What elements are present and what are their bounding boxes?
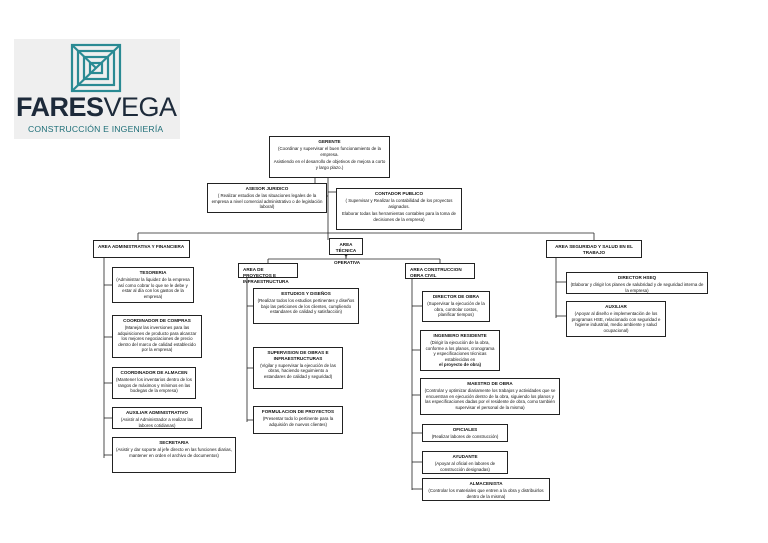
area-seguridad-box: AREA SEGURIDAD Y SALUD EN EL TRABAJO <box>546 240 642 258</box>
ingeniero-residente-desc: (Dirigir la ejecución de la obra, conforme a los planos, cronograma y especificaciones técnicas establecidas en <box>425 339 495 362</box>
coordinador-almacen-desc: (Mantener los inventarios dentro de los rangos de máximos y mínimos en las bodegas de la empresa) <box>116 376 192 394</box>
ingeniero-residente-box <box>420 330 500 371</box>
tesoreria-box <box>112 267 194 303</box>
contador-publico-desc-2: Elaborar todas las herramientas contables para la toma de decisiones de la empresa) <box>342 211 456 222</box>
asesor-juridico-title: ASESOR JURIDICO <box>245 186 289 191</box>
auxiliar-hse-desc: (Apoyar al diseño e implementación de los programas HSE, relacionado con seguridad e higiene industrial, medio ambiente y salud ocupacional) <box>571 310 661 333</box>
area-administrativa-box: AREA ADMINISTRATIVA Y FINANCIERA <box>93 240 190 258</box>
asesor-juridico-desc: ( Realizar estudios de las situaciones legales de la empresa a nivel comercial administrativo o de legislación laboral) <box>211 192 323 210</box>
brand-tagline: CONSTRUCCIÓN E INGENIERÍA <box>28 124 164 134</box>
maestro-obra-title: MAESTRO DE OBRA <box>467 381 513 386</box>
director-hseq-title: DIRECTOR HSEQ <box>617 275 657 280</box>
secretaria-desc: (Asistir y dar soporte al jefe directo en las funciones diarias, mantener en orden el archivo de documentos) <box>116 446 232 458</box>
coordinador-compras-box <box>112 315 202 358</box>
formulacion-proyectos-box <box>253 406 343 434</box>
secretaria-title: SECRETARIA <box>159 440 189 445</box>
estudios-disenos-desc: (Realizar todos los estudios pertinentes y diseños bajo las peticiones de los clientes, cumpliendo estandares de calidad y satisfacción) <box>257 297 355 315</box>
formulacion-proyectos-desc: (Presentar todo lo pertinente para la adquisión de nuevos clientes) <box>262 415 334 427</box>
contador-publico-box <box>336 188 462 230</box>
director-hseq-box <box>566 272 708 294</box>
ingeniero-residente-title: INGENIERO RESIDENTE <box>433 333 487 338</box>
gerente-desc: (Coordinar y supervisar el buen funcionamiento de la empresa. <box>278 145 381 157</box>
supervision-obras-desc: (Vigilar y supervisar la ejecución de las obras, haciendo seguimiento a estandares de calidad y seguridad) <box>260 362 336 379</box>
estudios-disenos-title: ESTUDIOS Y DISEÑOS <box>281 291 331 296</box>
gerente-title: GERENTE <box>318 139 341 144</box>
auxiliar-hse-box <box>566 301 666 337</box>
ayudante-box <box>422 451 508 474</box>
supervision-obras-title: SUPERVISION DE OBRAS E INFRAESTRUCTURAS <box>267 350 329 361</box>
oficiales-title: OFICIALES <box>452 427 478 432</box>
formulacion-proyectos-title: FORMULACION DE PROYECTOS <box>261 409 335 414</box>
auxiliar-administrativo-box <box>112 407 202 429</box>
secretaria-box <box>112 437 236 473</box>
coordinador-compras-title: COORDINADOR DE COMPRAS <box>123 318 191 323</box>
oficiales-box <box>422 424 508 442</box>
almacenista-box <box>422 478 550 501</box>
brand-name-part2: VEGA <box>103 92 177 122</box>
oficiales-desc: (Realizar labores de construcción) <box>431 433 499 439</box>
supervision-obras-box <box>253 347 343 389</box>
almacenista-desc: (Controlar los materiales que entren a la obra y distribuirlos dentro de la misma) <box>428 487 544 499</box>
maestro-obra-desc: (Controlar y optimizar diariamente los trabajos y actividades que se encuentran en ejecución dentro de la obra, siguiendo los planos y las especificaciones dadas por el residente de obra, como también supervisar el personal de la misma) <box>424 387 556 410</box>
estudios-disenos-box <box>253 288 359 324</box>
almacenista-title: ALMACENISTA <box>469 481 503 486</box>
area-construccion-box: AREA CONSTRUCCION OBRA CIVIL <box>405 263 475 279</box>
auxiliar-administrativo-title: AUXILIAR ADMINISTRATIVO <box>125 410 188 415</box>
tesoreria-title: TESORERIA <box>139 270 167 275</box>
director-obra-box <box>422 291 490 322</box>
contador-publico-title: CONTADOR PUBLICO <box>374 191 424 196</box>
coordinador-compras-desc: (Manejar las inversiones para las adquisiciones de producto para alcanzar los mejores negociaciones de precio dentro del marco de calidad establecido por la empresa) <box>117 324 197 353</box>
ingeniero-residente-desc-bold: el proyecto de obra) <box>439 362 481 368</box>
coordinador-almacen-title: COORDINADOR DE ALMACEN <box>120 370 188 375</box>
tesoreria-desc: (Administrar la liquidez de la empresa así como cobrar lo que se le debe y estar al día con los gastos de la empresa) <box>116 276 190 299</box>
maestro-obra-box <box>420 378 560 415</box>
coordinador-almacen-box <box>112 367 196 399</box>
brand-name-part1: FARES <box>16 92 104 122</box>
contador-publico-desc: ( Supervisar y Realizar la contabilidad de los proyectos asignados. <box>345 197 453 209</box>
gerente-desc-2: Asistiendo en el desarrollo de objetivos de mejora a corto y largo plazo.) <box>273 159 386 170</box>
director-hseq-desc: (Elaborar y dirigir los planes de salubridad y de seguridad interna de la empresa) <box>570 281 704 293</box>
auxiliar-hse-title: AUXILIAR <box>605 304 627 309</box>
auxiliar-administrativo-desc: (Asistir al Administrador a realizar las labores cotidianas) <box>120 416 194 428</box>
area-tecnica-box: AREA TÉCNICA Y OPERATIVA <box>329 238 363 255</box>
ayudante-title: AYUDANTE <box>452 454 478 459</box>
ayudante-desc: (Apoyar al oficial en labores de construcción designadas) <box>434 460 496 472</box>
director-obra-desc: (Supervisar la ejecución de la obra, controlar costos, planificar tiempos) <box>427 300 485 318</box>
director-obra-title: DIRECTOR DE OBRA <box>432 294 480 299</box>
asesor-juridico-box <box>207 183 327 213</box>
gerente-box <box>269 136 390 178</box>
area-proyectos-box: AREA DE PROYECTOS E INFRAESTRUCTURA <box>238 263 298 278</box>
